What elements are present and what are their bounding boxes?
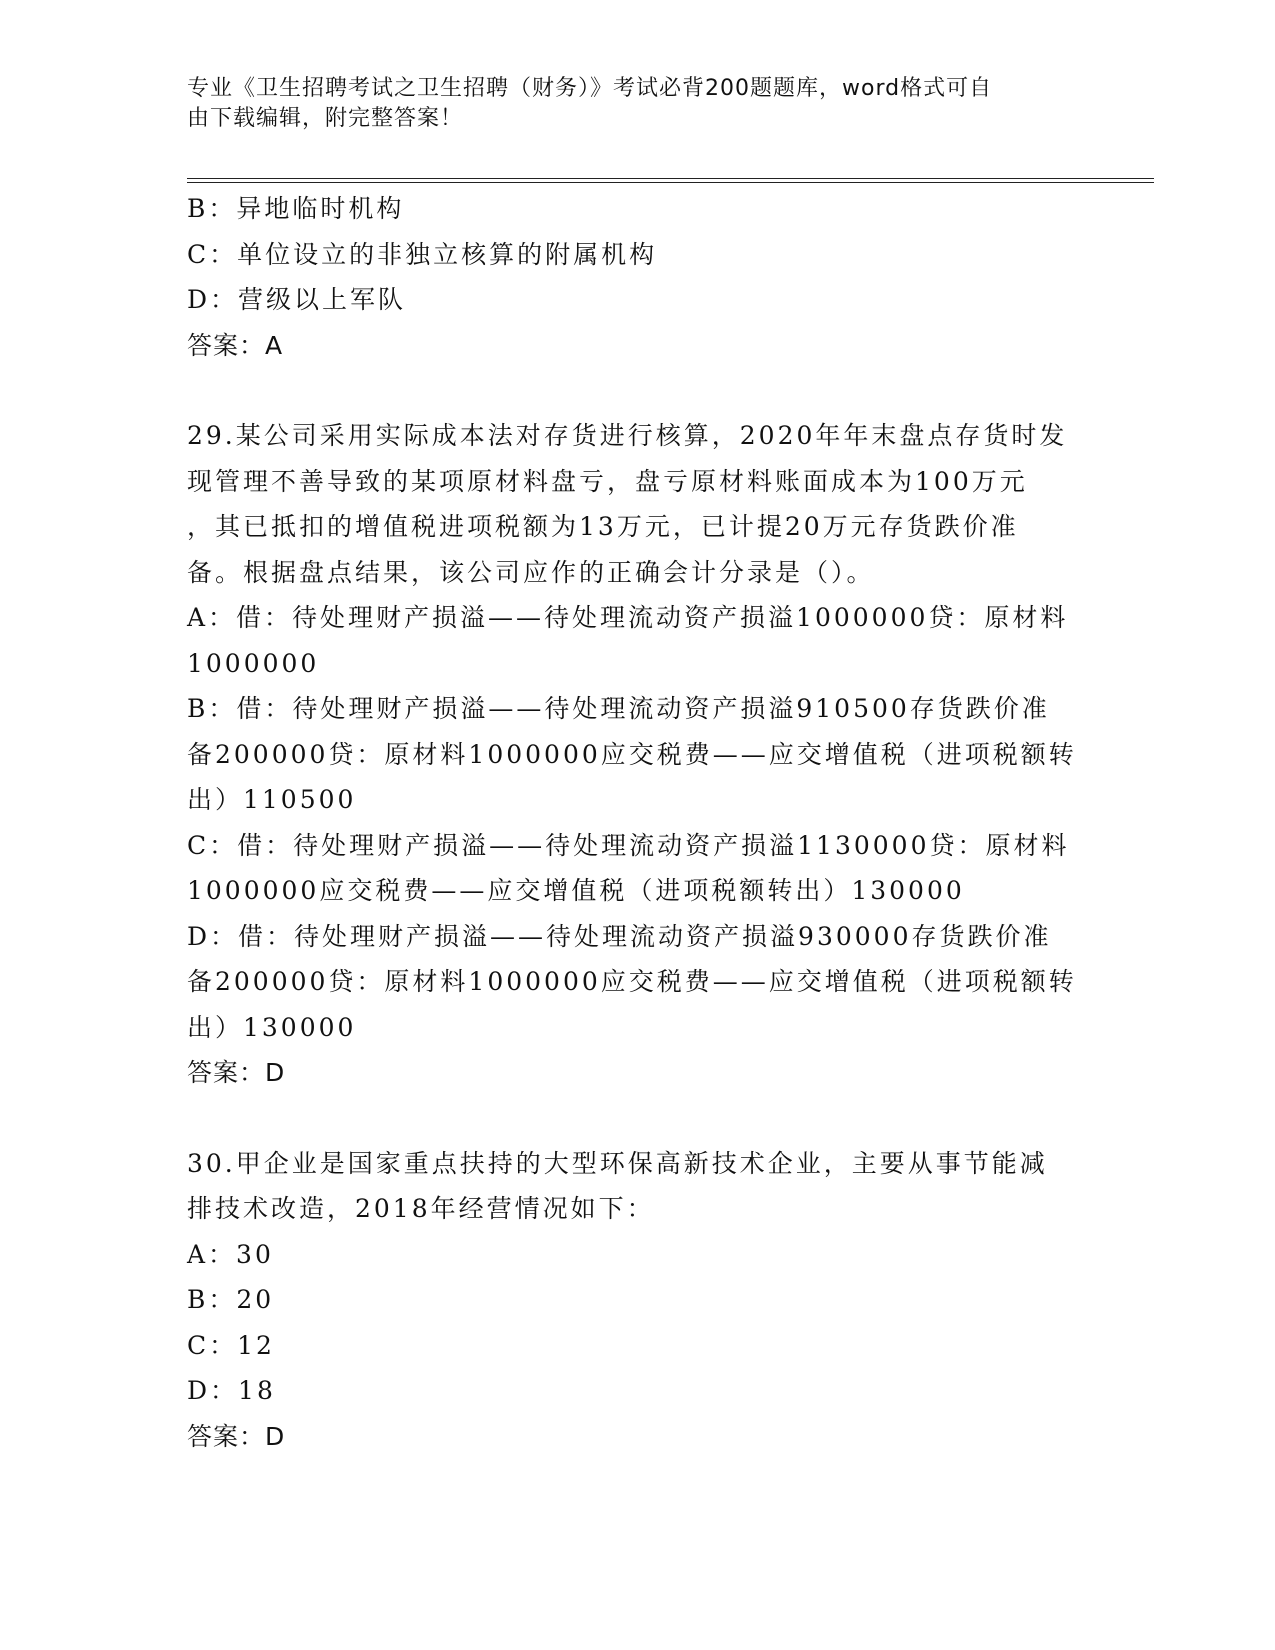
q29-option-d-line-1: D：借：待处理财产损溢——待处理流动资产损溢930000存货跌价准 xyxy=(187,921,1052,951)
question-gap xyxy=(187,1096,1087,1141)
header-divider-top xyxy=(187,178,1154,179)
q29-option-b-line-1: B：借：待处理财产损溢——待处理流动资产损溢910500存货跌价准 xyxy=(187,694,1050,723)
q29-stem-line-4: 备。根据盘点结果，该公司应作的正确会计分录是（）。 xyxy=(187,557,875,587)
question-gap xyxy=(187,368,1087,413)
q29-option-c-line-2: 1000000应交税费——应交增值税（进项税额转出）130000 xyxy=(187,876,965,905)
document-header xyxy=(187,74,1067,134)
q29-stem-line-3: ，其已抵扣的增值税进项税额为13万元，已计提20万元存货跌价准 xyxy=(187,512,1019,541)
q30-answer: 答案：D xyxy=(187,1421,286,1451)
q29-option-d-line-3: 出）130000 xyxy=(187,1012,357,1042)
header-line-1: 专业《卫生招聘考试之卫生招聘（财务）》考试必背200题题库，word格式可自 xyxy=(187,76,993,101)
q28-answer: 答案：A xyxy=(187,330,284,360)
q28-option-c: C：单位设立的非独立核算的附属机构 xyxy=(187,239,658,269)
q29-option-c-line-1: C：借：待处理财产损溢——待处理流动资产损溢1130000贷：原材料 xyxy=(187,830,1070,860)
q29-stem-line-1: 29.某公司采用实际成本法对存货进行核算，2020年年末盘点存货时发 xyxy=(187,421,1068,450)
q28-option-b: B：异地临时机构 xyxy=(187,194,405,223)
q29-option-b-line-3: 出）110500 xyxy=(187,785,357,814)
q29-option-b-line-2: 备200000贷：原材料1000000应交税费——应交增值税（进项税额转 xyxy=(187,739,1077,769)
q29-answer: 答案：D xyxy=(187,1058,286,1087)
q30-option-a: A：30 xyxy=(187,1239,274,1269)
q28-option-d: D：营级以上军队 xyxy=(187,285,407,314)
q30-option-d: D：18 xyxy=(187,1376,276,1405)
q29-stem-line-2: 现管理不善导致的某项原材料盘亏，盘亏原材料账面成本为100万元 xyxy=(187,466,1028,496)
header-divider-bottom xyxy=(187,182,1154,183)
q29-option-a-line-1: A：借：待处理财产损溢——待处理流动资产损溢1000000贷：原材料 xyxy=(187,603,1069,632)
q30-option-c: C：12 xyxy=(187,1330,275,1360)
header-line-2: 由下载编辑，附完整答案！ xyxy=(187,106,464,131)
q30-stem-line-1: 30.甲企业是国家重点扶持的大型环保高新技术企业，主要从事节能减 xyxy=(187,1148,1048,1178)
question-content xyxy=(187,186,1087,1459)
q30-stem-line-2: 排技术改造，2018年经营情况如下： xyxy=(187,1194,655,1223)
q29-option-d-line-2: 备200000贷：原材料1000000应交税费——应交增值税（进项税额转 xyxy=(187,967,1077,996)
q30-option-b: B：20 xyxy=(187,1285,275,1314)
q29-option-a-line-2: 1000000 xyxy=(187,648,320,678)
